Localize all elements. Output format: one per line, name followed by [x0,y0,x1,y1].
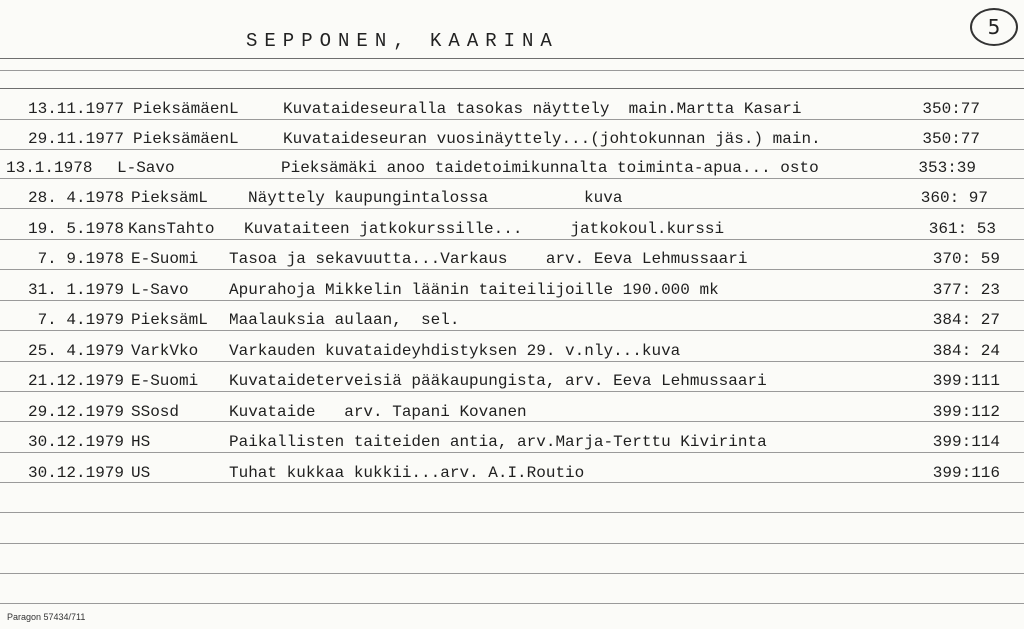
entry-source: PieksämL [131,189,208,207]
card-footer-print: Paragon 57434/711 [7,612,86,622]
ruled-line [0,88,1024,89]
entry-date: 7. 9.1978 [37,250,124,268]
card-title: SEPPONEN, KAARINA [246,30,559,52]
entry-description: Näyttely kaupungintalossa kuva [248,189,623,207]
entry-description: Kuvataideseuran vuosinäyttely...(johtokunnan jäs.) main. [283,130,821,148]
entry-date: 7. 4.1979 [37,311,124,329]
entry-date: 30.12.1979 [27,464,124,482]
entry-description: Kuvataideterveisiä pääkaupungista, arv. Eeva Lehmussaari [229,372,767,390]
entry-source: L-Savo [131,281,189,299]
entry-row [0,306,1024,334]
entry-ref: 350:77 [922,130,980,148]
entry-ref: 361: 53 [928,220,996,238]
entry-date: 13.1.1978 [6,159,93,177]
entry-row [0,125,1024,153]
entry-ref: 377: 23 [932,281,1000,299]
entry-source: L-Savo [117,159,175,177]
entry-source: E-Suomi [131,372,199,390]
entry-source: PieksämäenL [133,130,239,148]
entry-source: US [131,464,151,482]
entry-description: Kuvataiteen jatkokurssille... jatkokoul.kurssi [244,220,725,238]
entry-date: 13.11.1977 [27,100,124,118]
entry-row [0,367,1024,395]
entry-description: Paikallisten taiteiden antia, arv.Marja-Terttu Kivirinta [229,433,767,451]
ruled-line [0,512,1024,513]
entry-description: Kuvataideseuralla tasokas näyttely main.Martta Kasari [283,100,802,118]
entry-date: 25. 4.1979 [27,342,124,360]
entry-source: KansTahto [128,220,215,238]
entry-source: PieksämäenL [133,100,239,118]
ruled-line [0,70,1024,71]
ruled-line [0,543,1024,544]
entry-ref: 370: 59 [932,250,1000,268]
entry-source: PieksämL [131,311,208,329]
entry-date: 30.12.1979 [27,433,124,451]
ruled-line [0,603,1024,604]
entry-row [0,245,1024,273]
entry-row [0,215,1024,243]
entry-row [0,154,1024,182]
entry-source: SSosd [131,403,180,421]
card-number-badge: 5 [970,8,1018,46]
entry-description: Tasoa ja sekavuutta...Varkaus arv. Eeva Lehmussaari [229,250,748,268]
entry-date: 19. 5.1978 [27,220,124,238]
entry-source: E-Suomi [131,250,199,268]
ruled-line [0,58,1024,59]
entry-row [0,95,1024,123]
ruled-line [0,573,1024,574]
entry-source: VarkVko [131,342,199,360]
entry-ref: 399:112 [932,403,1000,421]
entry-row [0,337,1024,365]
entry-description: Kuvataide arv. Tapani Kovanen [229,403,527,421]
entry-row [0,398,1024,426]
entry-date: 29.11.1977 [27,130,124,148]
entry-ref: 350:77 [922,100,980,118]
entry-source: HS [131,433,151,451]
entry-date: 31. 1.1979 [27,281,124,299]
entry-date: 21.12.1979 [27,372,124,390]
entry-ref: 353:39 [918,159,976,177]
entry-description: Pieksämäki anoo taidetoimikunnalta toiminta-apua... osto [281,159,819,177]
entry-ref: 384: 27 [932,311,1000,329]
entry-date: 28. 4.1978 [27,189,124,207]
entry-row [0,459,1024,487]
entry-date: 29.12.1979 [27,403,124,421]
entry-description: Maalauksia aulaan, sel. [229,311,460,329]
entry-description: Varkauden kuvataideyhdistyksen 29. v.nly...kuva [229,342,681,360]
entry-description: Apurahoja Mikkelin läänin taiteilijoille 190.000 mk [229,281,719,299]
entry-ref: 360: 97 [920,189,988,207]
entry-row [0,428,1024,456]
entry-ref: 384: 24 [932,342,1000,360]
entry-ref: 399:111 [932,372,1000,390]
entry-ref: 399:116 [932,464,1000,482]
entry-ref: 399:114 [932,433,1000,451]
entry-row [0,276,1024,304]
entry-description: Tuhat kukkaa kukkii...arv. A.I.Routio [229,464,585,482]
entry-row [0,184,1024,212]
